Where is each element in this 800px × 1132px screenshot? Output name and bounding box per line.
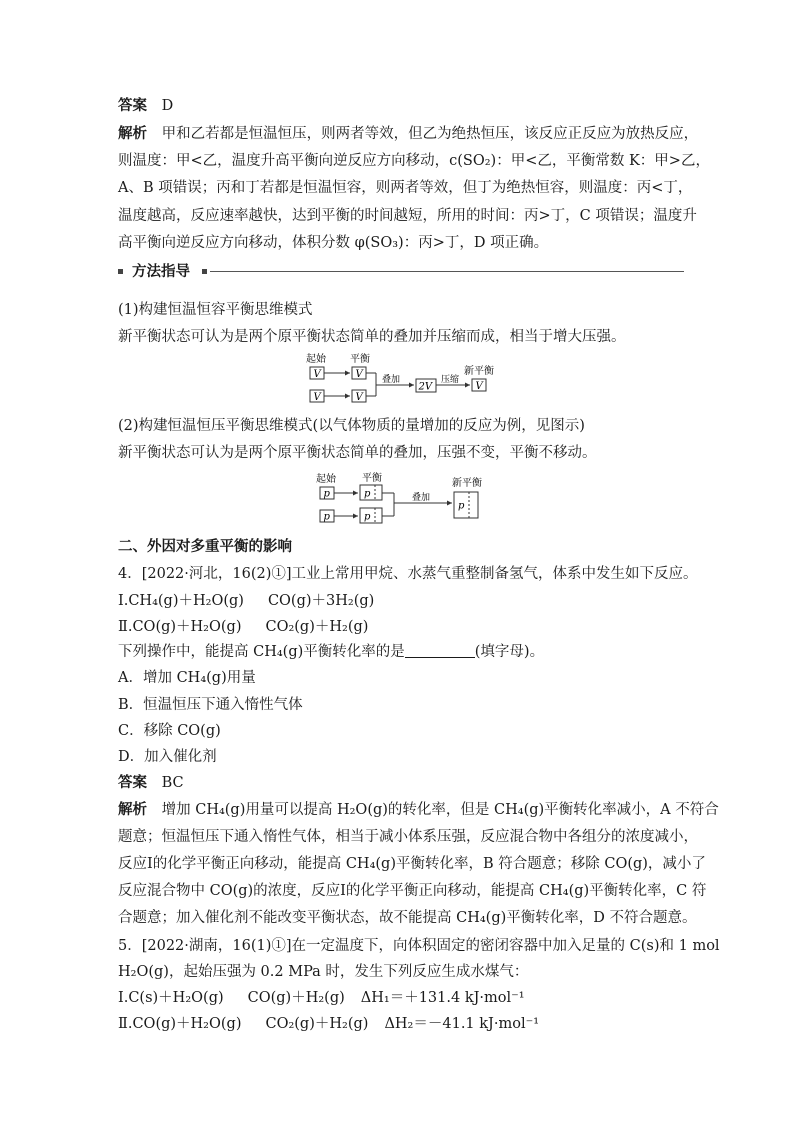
label-stack: 叠加: [412, 493, 431, 503]
analysis-text: A、B 项错误；丙和丁若都是恒温恒容，则两者等效，但丁为绝热恒容，则温度：丙<丁，: [118, 180, 693, 196]
reaction-left: Ⅰ.C(s)＋H₂O(g): [118, 990, 224, 1006]
answer-blank: [405, 643, 475, 658]
q4-question-text: 下列操作中，能提高 CH₄(g)平衡转化率的是: [118, 644, 405, 660]
q4-option-c: C．移除 CO(g): [118, 723, 221, 739]
q5-stem: 5．[2022·湖南，16(1)①]在一定温度下，向体积固定的密闭容器中加入足量的 C(s)和 1 mol: [118, 938, 720, 954]
label-stack: 叠加: [382, 375, 401, 385]
label-compress: 压缩: [441, 375, 460, 385]
label-start: 起始: [306, 354, 326, 365]
label-equilibrium: 平衡: [350, 354, 370, 365]
q4-answer-line: [118, 773, 688, 793]
q5-stem: H₂O(g)，起始压强为 0.2 MPa 时，发生下列反应生成水煤气：: [118, 964, 529, 980]
label-new-equilibrium: 新平衡: [452, 478, 482, 489]
q4-option-d: D．加入催化剂: [118, 749, 217, 765]
analysis-label: 解析: [118, 126, 147, 142]
analysis-text: 温度越高，反应速率越快，达到平衡的时间越短，所用的时间：丙>丁，C 项错误；温度升: [118, 208, 697, 224]
bullet-square-icon: [202, 269, 207, 274]
analysis-text: 反应混合物中 CO(g)的浓度，反应Ⅰ的化学平衡正向移动，能提高 CH₄(g)平衡转化率，C 符: [118, 883, 707, 899]
reaction-right: CO(g)＋H₂(g): [247, 990, 345, 1006]
box-label: V: [355, 392, 363, 403]
diagram-constant-pressure: [312, 470, 492, 530]
q4-reaction-2: [118, 617, 688, 637]
q5-reaction-2: [118, 1014, 688, 1034]
method-heading-bar: [118, 262, 684, 282]
reaction-right: CO₂(g)＋H₂(g): [265, 1016, 369, 1032]
q4-stem: 4．[2022·河北，16(2)①]工业上常用甲烷、水蒸气重整制备氢气，体系中发生如下反应。: [118, 566, 698, 582]
answer-value: BC: [161, 775, 184, 791]
reaction-left: Ⅰ.CH₄(g)＋H₂O(g): [118, 593, 244, 609]
q4-reaction-1: [118, 591, 688, 611]
box-label: p: [323, 511, 330, 523]
q4-option-b: B．恒温恒压下通入惰性气体: [118, 697, 303, 713]
analysis-text: 则温度：甲<乙，温度升高平衡向逆反应方向移动，c(SO₂)：甲<乙，平衡常数 K：甲>乙，: [118, 153, 710, 169]
reaction-right: CO(g)＋3H₂(g): [267, 593, 375, 609]
method-p1-text: 新平衡状态可认为是两个原平衡状态简单的叠加并压缩而成，相当于增大压强。: [118, 329, 626, 345]
reaction-left: Ⅱ.CO(g)＋H₂O(g): [118, 619, 242, 635]
analysis-text: 反应Ⅰ的化学平衡正向移动，能提高 CH₄(g)平衡转化率，B 符合题意；移除 CO(g)，减小了: [118, 856, 706, 872]
reaction-right: CO₂(g)＋H₂(g): [265, 619, 369, 635]
box-label: V: [475, 381, 483, 392]
q4-option-a: A．增加 CH₄(g)用量: [118, 670, 256, 686]
answer-value: D: [161, 98, 174, 114]
answer-label: 答案: [118, 98, 147, 114]
heading-rule: [210, 271, 684, 272]
diagram-constant-volume: [300, 350, 520, 408]
box-label: p: [323, 488, 330, 500]
section-title: 二、外因对多重平衡的影响: [118, 539, 292, 555]
box-label: V: [313, 392, 321, 403]
box-label: V: [313, 369, 321, 380]
reaction-enthalpy: ΔH₁＝＋131.4 kJ·mol⁻¹: [360, 990, 525, 1006]
analysis-text: 合题意；加入催化剂不能改变平衡状态，故不能提高 CH₄(g)平衡转化率，D 不符合题意。: [118, 910, 697, 926]
bullet-square-icon: [118, 269, 123, 274]
analysis-text: 增加 CH₄(g)用量可以提高 H₂O(g)的转化率，但是 CH₄(g)平衡转化率减小，A 不符合: [161, 802, 719, 818]
method-p2-title: (2)构建恒温恒压平衡思维模式(以气体物质的量增加的反应为例，见图示): [118, 418, 585, 434]
analysis-text: 甲和乙若都是恒温恒压，则两者等效，但乙为绝热恒压，该反应正反应为放热反应，: [161, 126, 699, 142]
reaction-enthalpy: ΔH₂＝－41.1 kJ·mol⁻¹: [384, 1016, 540, 1032]
q4-question: [118, 642, 688, 662]
box-label-double: 2V: [418, 381, 433, 393]
method-heading: 方法指导: [132, 264, 190, 280]
analysis-line: [118, 124, 699, 144]
analysis-label: 解析: [118, 802, 147, 818]
box-label: V: [355, 369, 363, 380]
box-label: p: [458, 500, 465, 512]
answer-line: [118, 96, 688, 116]
box-label: p: [364, 488, 371, 500]
q4-analysis-line: [118, 800, 719, 820]
analysis-text: 题意；恒温恒压下通入惰性气体，相当于减小体系压强，反应混合物中各组分的浓度减小，: [118, 829, 698, 845]
label-start: 起始: [316, 474, 336, 485]
label-new-equilibrium: 新平衡: [464, 366, 494, 377]
q4-question-suffix: (填字母)。: [474, 644, 545, 660]
method-p2-text: 新平衡状态可认为是两个原平衡状态简单的叠加，压强不变，平衡不移动。: [118, 445, 597, 461]
q5-reaction-1: [118, 988, 688, 1008]
method-p1-title: (1)构建恒温恒容平衡思维模式: [118, 302, 313, 318]
box-label: p: [364, 511, 371, 523]
answer-label: 答案: [118, 775, 147, 791]
label-equilibrium: 平衡: [362, 473, 382, 484]
analysis-text: 高平衡向逆反应方向移动，体积分数 φ(SO₃)：丙>丁，D 项正确。: [118, 235, 549, 251]
reaction-left: Ⅱ.CO(g)＋H₂O(g): [118, 1016, 242, 1032]
